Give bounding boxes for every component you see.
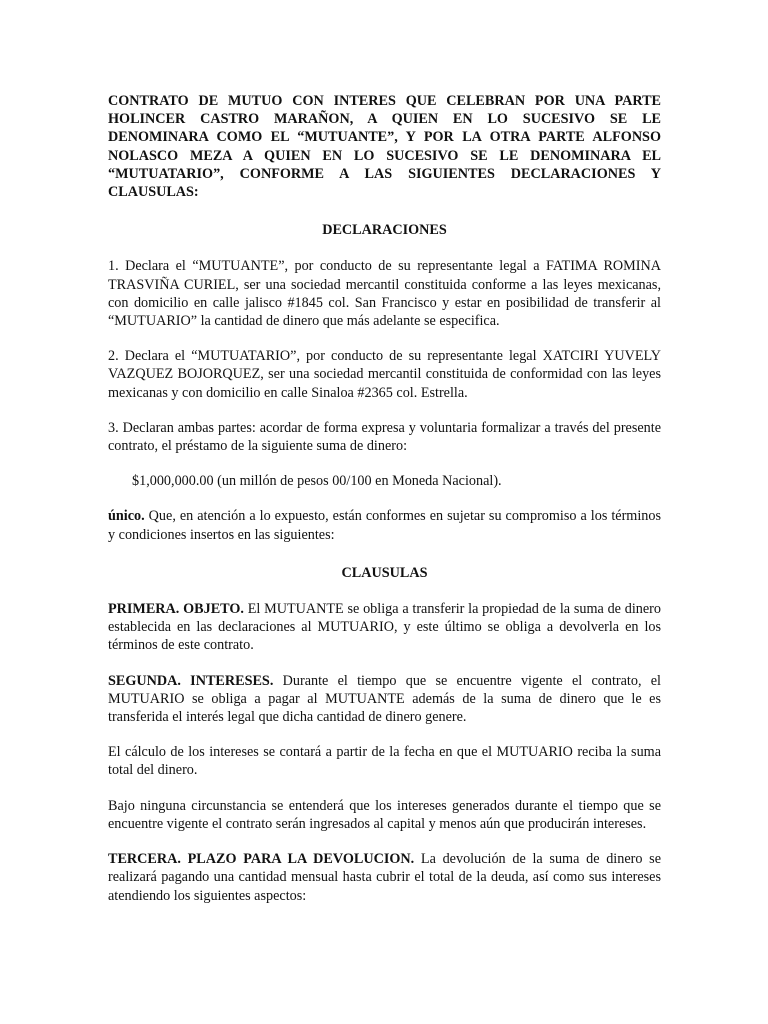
unico-text: Que, en atención a lo expuesto, están conformes en sujetar su compromiso a los términos y condiciones insertos en las siguientes: — [108, 508, 661, 543]
clause-primera-label: PRIMERA. OBJETO. — [108, 601, 244, 618]
contract-title: CONTRATO DE MUTUO CON INTERES QUE CELEBRAN POR UNA PARTE HOLINCER CASTRO MARAÑON, A QUIEN EN LO SUCESIVO SE LE DENOMINARA COMO EL “MUTUANTE”, Y POR LA OTRA PARTE ALFONSO NOLASCO MEZA A QUIEN EN LO SUCESIVO SE LE DENOMINARA EL “MUTUATARIO”, CONFORME A LAS SIGUIENTES DECLARACIONES Y CLAUSULAS: — [108, 93, 661, 201]
declaration-1: 1. Declara el “MUTUANTE”, por conducto de su representante legal a FATIMA ROMINA TRASVIÑA CURIEL, ser una sociedad mercantil constituida conforme a las leyes mexicanas, con domicilio en calle jalisco #1845 col. San Francisco y estar en posibilidad de transferir al “MUTUARIO” la cantidad de dinero que más adelante se especifica. — [108, 258, 661, 330]
declaraciones-heading: DECLARACIONES — [322, 222, 447, 239]
declaration-3: 3. Declaran ambas partes: acordar de forma expresa y voluntaria formalizar a través del presente contrato, el préstamo de la siguiente suma de dinero: — [108, 419, 661, 455]
clause-tercera-label: TERCERA. PLAZO PARA LA DEVOLUCION. — [108, 851, 415, 868]
unico-label: único. — [108, 508, 145, 525]
clause-segunda — [108, 672, 661, 727]
clause-tercera — [108, 850, 661, 905]
document-page — [108, 92, 661, 922]
clause-primera-text: El MUTUANTE se obliga a transferir la propiedad de la suma de dinero establecida en las declaraciones al MUTUARIO, y este último se obliga a devolverla en los términos de este contrato. — [108, 601, 661, 654]
loan-amount: $1,000,000.00 (un millón de pesos 00/100 en Moneda Nacional). — [132, 473, 502, 490]
clause-segunda-paragraph-3: Bajo ninguna circunstancia se entenderá que los intereses generados durante el tiempo que se encuentre vigente el contrato serán ingresados al capital y menos aún que producirán intereses. — [108, 797, 661, 832]
clause-tercera-text: La devolución de la suma de dinero se realizará pagando una cantidad mensual hasta cubrir el total de la deuda, así como sus intereses atendiendo los siguientes aspectos: — [108, 851, 661, 904]
clause-segunda-paragraph-2: El cálculo de los intereses se contará a partir de la fecha en que el MUTUARIO reciba la suma total del dinero. — [108, 744, 661, 779]
clause-primera — [108, 600, 661, 655]
unico-paragraph — [108, 507, 661, 543]
clausulas-heading: CLAUSULAS — [341, 564, 428, 581]
clause-segunda-text: Durante el tiempo que se encuentre vigente el contrato, el MUTUARIO se obliga a pagar al MUTUANTE además de la suma de dinero que le es transferida el interés legal que dicha cantidad de dinero genere. — [108, 672, 661, 726]
clause-segunda-label: SEGUNDA. INTERESES. — [108, 672, 274, 689]
declaration-2: 2. Declara el “MUTUATARIO”, por conducto de su representante legal XATCIRI YUVELY VAZQUEZ BOJORQUEZ, ser una sociedad mercantil constituida de conformidad con las leyes mexicanas y con domicilio en calle Sinaloa #2365 col. Estrella. — [108, 348, 661, 401]
